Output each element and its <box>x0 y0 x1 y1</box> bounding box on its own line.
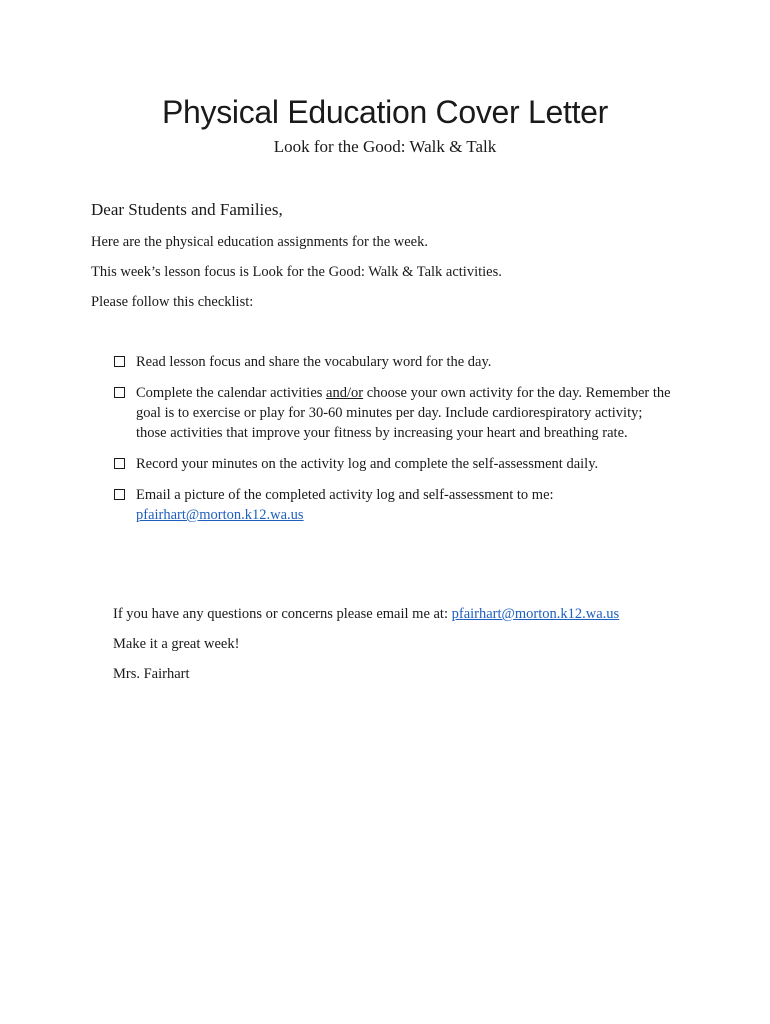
salutation: Dear Students and Families, <box>91 200 283 219</box>
checklist-item <box>113 352 673 372</box>
underlined-and-or: and/or <box>326 385 364 401</box>
document-title: Physical Education Cover Letter <box>161 94 609 130</box>
checklist-item <box>113 454 673 474</box>
checklist-item-text-continued: choose your own activity for the day. Remember the goal is to exercise or play for 30-60 minutes per day. Include cardiorespiratory activity; those activities that improve your fitness by increasing your heart and breathing rate. <box>136 385 671 441</box>
checkbox[interactable] <box>114 356 125 367</box>
assignment-checklist <box>113 352 673 536</box>
checklist-item-text: Record your minutes on the activity log and complete the self-assessment daily. <box>136 456 599 472</box>
checklist-item <box>113 485 673 525</box>
questions-line <box>113 606 619 623</box>
checkbox[interactable] <box>114 458 125 469</box>
checklist-item <box>113 383 673 443</box>
intro-line-assignments: Here are the physical education assignments for the week. <box>91 234 428 250</box>
document-subtitle: Look for the Good: Walk & Talk <box>273 137 497 156</box>
questions-text: If you have any questions or concerns please email me at: <box>113 606 452 622</box>
checkbox[interactable] <box>114 489 125 500</box>
questions-email-link[interactable]: pfairhart@morton.k12.wa.us <box>451 606 620 622</box>
checklist-item-text: Read lesson focus and share the vocabulary word for the day. <box>136 354 492 370</box>
signature: Mrs. Fairhart <box>113 666 190 682</box>
checklist-item-text: Complete the calendar activities <box>136 385 327 401</box>
sign-off: Make it a great week! <box>113 636 240 652</box>
checkbox[interactable] <box>114 387 125 398</box>
intro-line-lesson-focus: This week’s lesson focus is Look for the Good: Walk & Talk activities. <box>91 264 502 280</box>
intro-line-checklist: Please follow this checklist: <box>91 294 254 310</box>
email-link[interactable]: pfairhart@morton.k12.wa.us <box>136 507 304 523</box>
checklist-item-text: Email a picture of the completed activity log and self-assessment to me: <box>136 487 554 503</box>
